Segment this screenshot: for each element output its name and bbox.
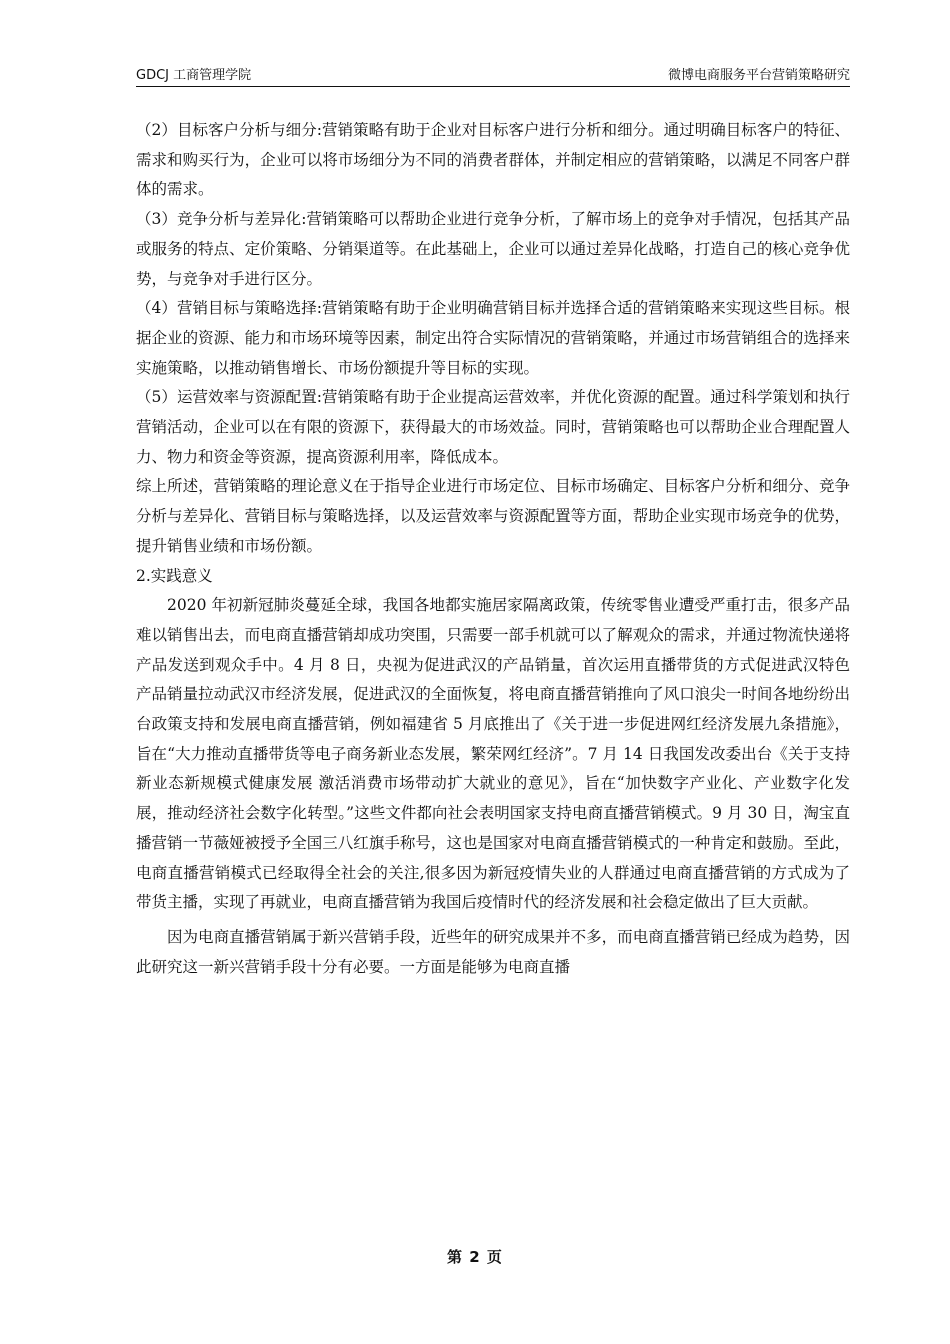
page-header: [136, 66, 850, 87]
paragraph-marketing-goals: （4）营销目标与策略选择:营销策略有助于企业明确营销目标并选择合适的营销策略来实现这些目标。根据企业的资源、能力和市场环境等因素，制定出符合实际情况的营销策略，并通过市场营销组合的选择来实施策略，以推动销售增长、市场份额提升等目标的实现。: [136, 299, 850, 377]
paragraph-practice-background: 2020 年初新冠肺炎蔓延全球，我国各地都实施居家隔离政策，传统零售业遭受严重打击，很多产品难以销售出去，而电商直播营销却成功突围，只需要一部手机就可以了解观众的需求，并通过物流快递将产品发送到观众手中。4 月 8 日，央视为促进武汉的产品销量，首次运用直播带货的方式促进武汉特色产品销量拉动武汉市经济发展，促进武汉的全面恢复，将电商直播营销推向了风口浪尖一时间各地纷纷出台政策支持和发展电商直播营销，例如福建省 5 月底推出了《关于进一步促进网红经济发展九条措施》，旨在“大力推动直播带货等电子商务新业态发展，繁荣网红经济”。7 月 14 日我国发改委出台《关于支持新业态新规模式健康发展 激活消费市场带动扩大就业的意见》，旨在“加快数字产业化、产业数字化发展，推动经济社会数字化转型。”这些文件都向社会表明国家支持电商直播营销模式。9 月 30 日，淘宝直播营销一节薇娅被授予全国三八红旗手称号，这也是国家对电商直播营销模式的一种肯定和鼓励。至此，电商直播营销模式已经取得全社会的关注,很多因为新冠疫情失业的人群通过电商直播营销的方式成为了带货主播，实现了再就业，电商直播营销为我国后疫情时代的经济发展和社会稳定做出了巨大贡献。: [136, 596, 850, 912]
paragraph-competition: （3）竞争分析与差异化:营销策略可以帮助企业进行竞争分析，了解市场上的竞争对手情况，包括其产品或服务的特点、定价策略、分销渠道等。在此基础上，企业可以通过差异化战略，打造自己的核心竞争优势，与竞争对手进行区分。: [136, 210, 850, 288]
section-heading-practical-significance: 2.实践意义: [136, 566, 213, 585]
paragraph-target-customer: （2）目标客户分析与细分:营销策略有助于企业对目标客户进行分析和细分。通过明确目标客户的特征、需求和购买行为，企业可以将市场细分为不同的消费者群体，并制定相应的营销策略，以满足不同客户群体的需求。: [136, 121, 850, 199]
header-document-title: 微博电商服务平台营销策略研究: [667, 68, 850, 83]
header-institution: GDCJ 工商管理学院: [136, 68, 252, 83]
paragraph-research-necessity: 因为电商直播营销属于新兴营销手段，近些年的研究成果并不多，而电商直播营销已经成为趋势，因此研究这一新兴营销手段十分有必要。一方面是能够为电商直播: [136, 927, 850, 976]
document-body: [136, 116, 850, 982]
page-number: 第 2 页: [447, 1248, 503, 1266]
paragraph-summary: 综上所述，营销策略的理论意义在于指导企业进行市场定位、目标市场确定、目标客户分析和细分、竞争分析与差异化、营销目标与策略选择，以及运营效率与资源配置等方面，帮助企业实现市场竞争的优势，提升销售业绩和市场份额。: [136, 477, 850, 555]
paragraph-operation-efficiency: （5）运营效率与资源配置:营销策略有助于企业提高运营效率，并优化资源的配置。通过科学策划和执行营销活动，企业可以在有限的资源下，获得最大的市场效益。同时，营销策略也可以帮助企业合理配置人力、物力和资金等资源，提高资源利用率，降低成本。: [136, 388, 850, 466]
